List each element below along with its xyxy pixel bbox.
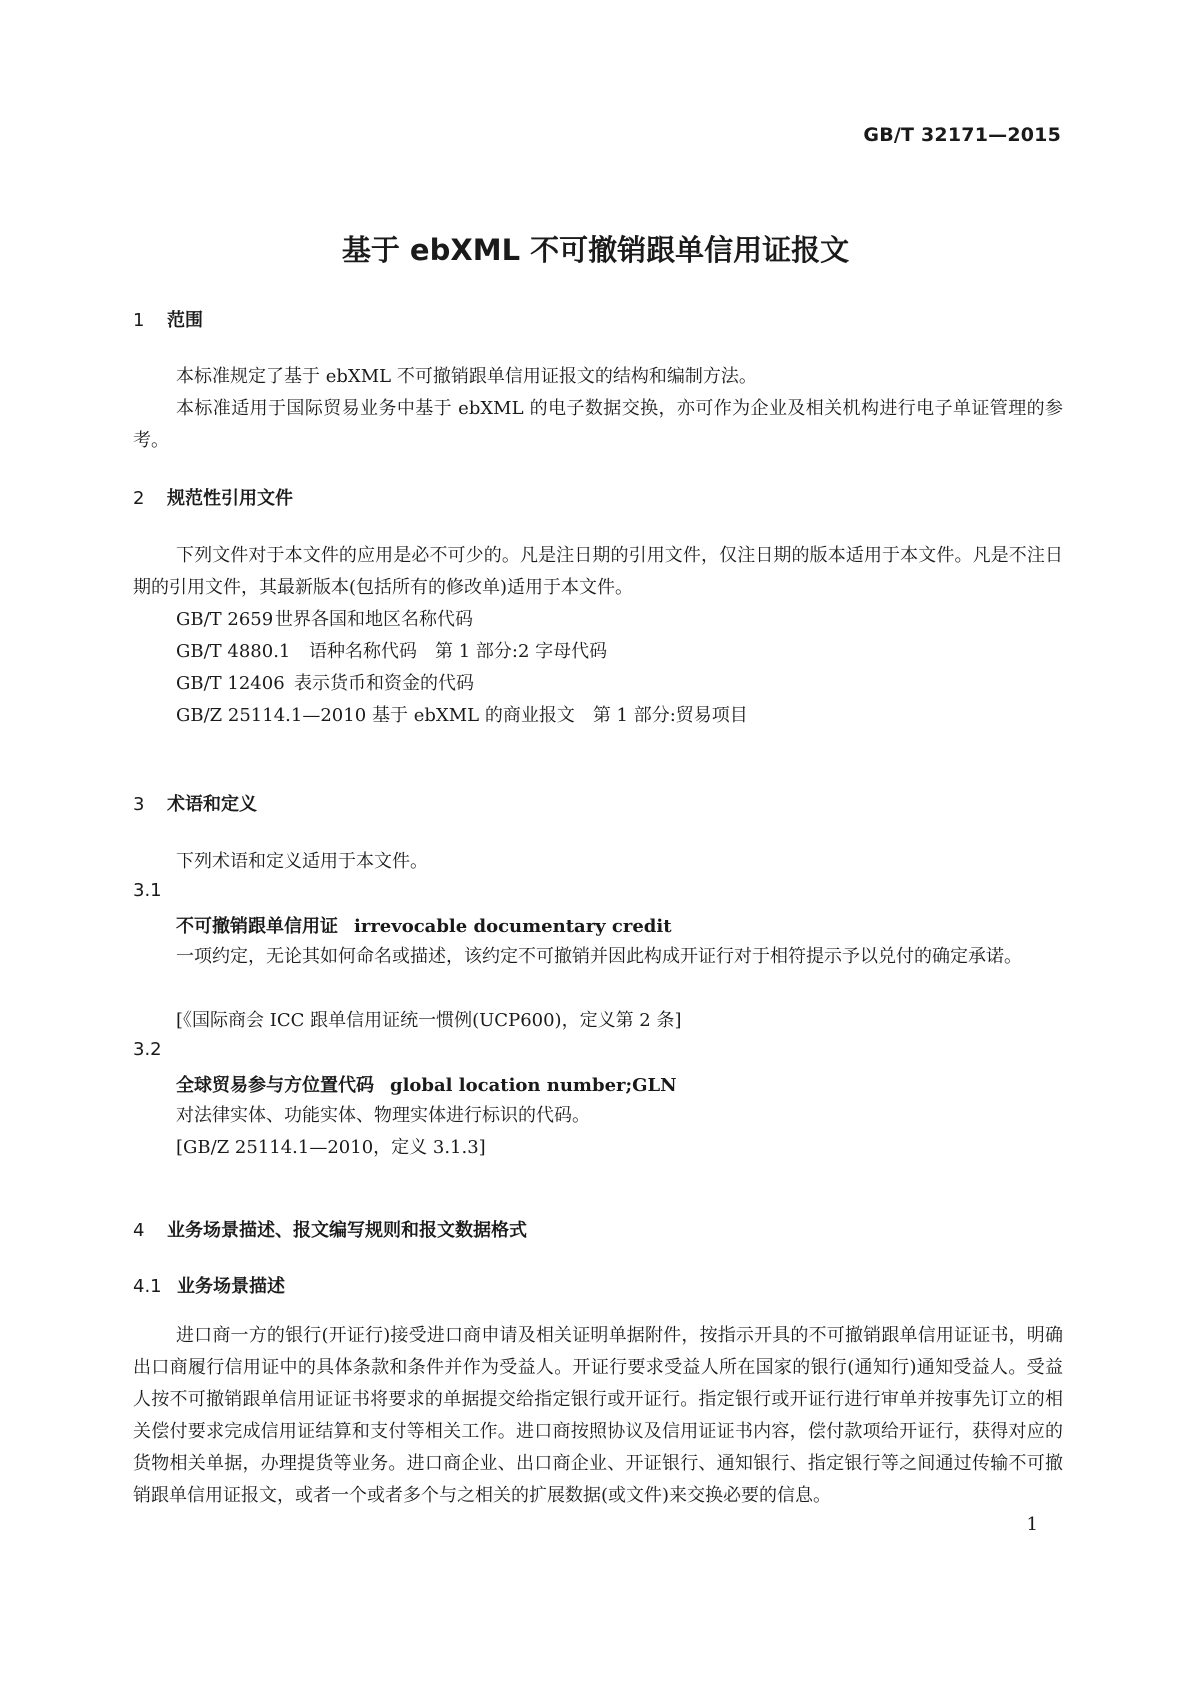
section-1-paragraph-1: 本标准规定了基于 ebXML 不可撤销跟单信用证报文的结构和编制方法。 <box>176 366 757 387</box>
reference-title: 表示货币和资金的代码 <box>294 673 474 694</box>
section-1-paragraph-2: 本标准适用于国际贸易业务中基于 ebXML 的电子数据交换，亦可作为企业及相关机构进行电子单证管理的参考。 <box>133 398 1063 451</box>
standard-code: GB/T 32171—2015 <box>863 124 1061 146</box>
term-cn: 全球贸易参与方位置代码 <box>176 1075 374 1096</box>
section-title: 业务场景描述、报文编写规则和报文数据格式 <box>167 1220 527 1241</box>
reference-code: GB/T 12406 <box>176 673 285 694</box>
section-2-paragraph-1: 下列文件对于本文件的应用是必不可少的。凡是注日期的引用文件，仅注日期的版本适用于本文件。凡是不注日期的引用文件，其最新版本(包括所有的修改单)适用于本文件。 <box>133 545 1063 598</box>
subsection-4-1-paragraph: 进口商一方的银行(开证行)接受进口商申请及相关证明单据附件，按指示开具的不可撤销跟单信用证证书，明确出口商履行信用证中的具体条款和条件并作为受益人。开证行要求受益人所在国家的银行(通知行)通知受益人。受益人按不可撤销跟单信用证证书将要求的单据提交给指定银行或开证行。指定银行或开证行进行审单并按事先订立的相关偿付要求完成信用证结算和支付等相关工作。进口商按照协议及信用证证书内容，偿付款项给开证行，获得对应的货物相关单据，办理提货等业务。进口商企业、出口商企业、开证银行、通知银行、指定银行等之间通过传输不可撤销跟单信用证报文，或者一个或者多个与之相关的扩展数据(或文件)来交换必要的信息。 <box>133 1325 1063 1506</box>
section-title: 规范性引用文件 <box>167 488 293 509</box>
term-number: 3.1 <box>133 880 162 901</box>
term-heading <box>176 912 672 938</box>
term-heading <box>176 1071 677 1097</box>
document-title: 基于 ebXML 不可撤销跟单信用证报文 <box>341 233 850 267</box>
term-cn: 不可撤销跟单信用证 <box>176 916 338 937</box>
section-number: 1 <box>133 310 145 331</box>
subsection-title: 业务场景描述 <box>177 1276 285 1297</box>
page-number: 1 <box>1026 1514 1038 1535</box>
reference-title: 语种名称代码 第 1 部分:2 字母代码 <box>309 641 608 662</box>
term-source: [GB/Z 25114.1—2010，定义 3.1.3] <box>176 1137 486 1158</box>
section-number: 2 <box>133 488 145 509</box>
term-en: global location number;GLN <box>390 1075 677 1096</box>
section-4-heading <box>133 1216 527 1242</box>
section-1-heading <box>133 306 203 332</box>
section-3-heading <box>133 790 257 816</box>
reference-item <box>176 604 473 636</box>
term-definition: 一项约定，无论其如何命名或描述，该约定不可撤销并因此构成开证行对于相符提示予以兑付的确定承诺。 <box>176 946 1022 967</box>
reference-title: 世界各国和地区名称代码 <box>275 609 473 630</box>
section-number: 3 <box>133 794 145 815</box>
term-source: [《国际商会 ICC 跟单信用证统一惯例(UCP600)，定义第 2 条] <box>176 1010 682 1031</box>
reference-code: GB/T 2659 <box>176 609 274 630</box>
term-definition: 对法律实体、功能实体、物理实体进行标识的代码。 <box>176 1105 590 1126</box>
reference-item <box>176 636 607 668</box>
reference-code: GB/T 4880.1 <box>176 641 291 662</box>
section-number: 4 <box>133 1220 145 1241</box>
section-3-intro: 下列术语和定义适用于本文件。 <box>176 851 428 872</box>
section-title: 术语和定义 <box>167 794 257 815</box>
reference-item <box>176 668 474 700</box>
subsection-4-1-heading <box>133 1272 285 1298</box>
subsection-number: 4.1 <box>133 1276 162 1297</box>
reference-code: GB/Z 25114.1—2010 <box>176 705 367 726</box>
reference-title: 基于 ebXML 的商业报文 第 1 部分:贸易项目 <box>372 705 748 726</box>
term-number: 3.2 <box>133 1039 162 1060</box>
section-2-heading <box>133 484 293 510</box>
reference-item <box>176 700 748 732</box>
term-en: irrevocable documentary credit <box>354 916 672 937</box>
section-title: 范围 <box>167 310 203 331</box>
